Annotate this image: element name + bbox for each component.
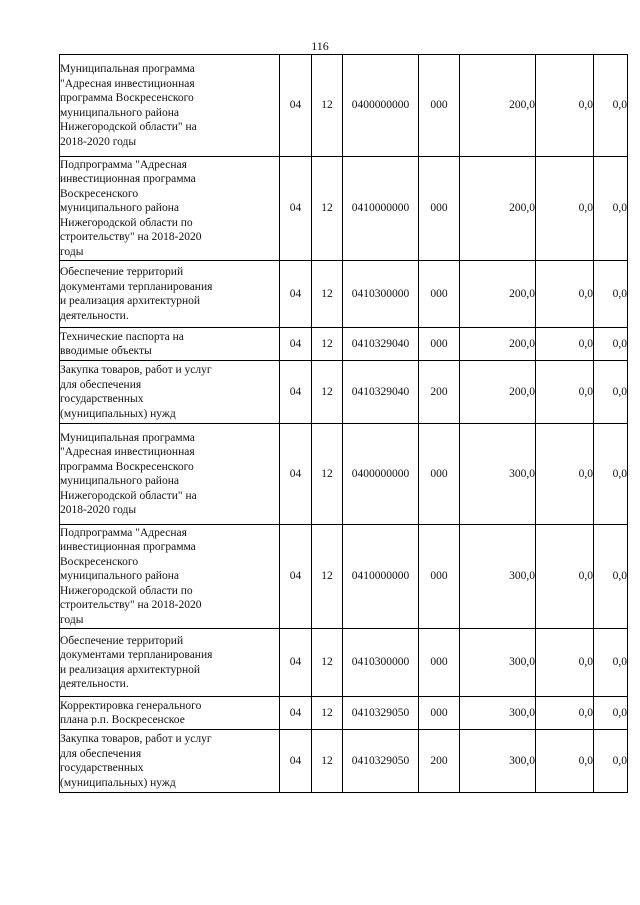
section-code: 04 [280, 697, 312, 730]
expense-type-code: 000 [419, 424, 460, 525]
target-article-code: 0410329050 [343, 730, 419, 793]
section-code: 04 [280, 730, 312, 793]
amount-year2: 0,0 [536, 328, 594, 361]
expense-type-code: 000 [419, 261, 460, 328]
subsection-code: 12 [312, 157, 343, 261]
section-code: 04 [280, 157, 312, 261]
target-article-code: 0410329040 [343, 328, 419, 361]
amount-year1: 200,0 [460, 361, 536, 424]
subsection-code: 12 [312, 424, 343, 525]
section-code: 04 [280, 424, 312, 525]
budget-table-body [60, 55, 628, 793]
table-row [60, 361, 628, 424]
amount-year3: 0,0 [594, 157, 628, 261]
amount-year1: 200,0 [460, 261, 536, 328]
target-article-code: 0410329050 [343, 697, 419, 730]
target-article-code: 0410329040 [343, 361, 419, 424]
amount-year1: 200,0 [460, 157, 536, 261]
amount-year2: 0,0 [536, 730, 594, 793]
amount-year2: 0,0 [536, 55, 594, 157]
amount-year3: 0,0 [594, 697, 628, 730]
table-row [60, 697, 628, 730]
target-article-code: 0410000000 [343, 157, 419, 261]
table-row [60, 157, 628, 261]
expense-type-code: 000 [419, 157, 460, 261]
amount-year1: 300,0 [460, 424, 536, 525]
table-row [60, 629, 628, 697]
row-name: Обеспечение территорий документами терпланирования и реализация архитектурной деятельности. [60, 261, 280, 328]
subsection-code: 12 [312, 525, 343, 629]
table-row [60, 328, 628, 361]
subsection-code: 12 [312, 629, 343, 697]
section-code: 04 [280, 361, 312, 424]
amount-year3: 0,0 [594, 424, 628, 525]
amount-year3: 0,0 [594, 629, 628, 697]
section-code: 04 [280, 55, 312, 157]
expense-type-code: 000 [419, 629, 460, 697]
section-code: 04 [280, 261, 312, 328]
subsection-code: 12 [312, 55, 343, 157]
table-row [60, 525, 628, 629]
amount-year3: 0,0 [594, 261, 628, 328]
expense-type-code: 000 [419, 525, 460, 629]
expense-type-code: 200 [419, 361, 460, 424]
subsection-code: 12 [312, 328, 343, 361]
amount-year1: 300,0 [460, 525, 536, 629]
row-name: Обеспечение территорий документами терпланирования и реализация архитектурной деятельности. [60, 629, 280, 697]
amount-year2: 0,0 [536, 361, 594, 424]
amount-year1: 200,0 [460, 55, 536, 157]
amount-year1: 300,0 [460, 730, 536, 793]
amount-year3: 0,0 [594, 730, 628, 793]
table-row [60, 424, 628, 525]
row-name: Подпрограмма "Адресная инвестиционная программа Воскресенского муниципального района Нижегородской области по строительству" на 2018-2020 годы [60, 157, 280, 261]
amount-year1: 200,0 [460, 328, 536, 361]
amount-year2: 0,0 [536, 157, 594, 261]
amount-year2: 0,0 [536, 424, 594, 525]
expense-type-code: 200 [419, 730, 460, 793]
expense-type-code: 000 [419, 697, 460, 730]
amount-year2: 0,0 [536, 261, 594, 328]
section-code: 04 [280, 328, 312, 361]
table-row [60, 55, 628, 157]
budget-table [59, 54, 628, 793]
expense-type-code: 000 [419, 55, 460, 157]
table-row [60, 261, 628, 328]
row-name: Подпрограмма "Адресная инвестиционная программа Воскресенского муниципального района Нижегородской области по строительству" на 2018-2020 годы [60, 525, 280, 629]
row-name: Корректировка генерального плана р.п. Воскресенское [60, 697, 280, 730]
section-code: 04 [280, 629, 312, 697]
subsection-code: 12 [312, 730, 343, 793]
amount-year3: 0,0 [594, 525, 628, 629]
row-name: Закупка товаров, работ и услуг для обеспечения государственных (муниципальных) нужд [60, 361, 280, 424]
table-row [60, 730, 628, 793]
target-article-code: 0400000000 [343, 424, 419, 525]
subsection-code: 12 [312, 361, 343, 424]
target-article-code: 0410300000 [343, 261, 419, 328]
row-name: Муниципальная программа "Адресная инвестиционная программа Воскресенского муниципального района Нижегородской области" на 2018-2020 годы [60, 424, 280, 525]
amount-year1: 300,0 [460, 697, 536, 730]
target-article-code: 0410000000 [343, 525, 419, 629]
expense-type-code: 000 [419, 328, 460, 361]
amount-year1: 300,0 [460, 629, 536, 697]
row-name: Муниципальная программа "Адресная инвестиционная программа Воскресенского муниципального района Нижегородской области" на 2018-2020 годы [60, 55, 280, 157]
amount-year2: 0,0 [536, 525, 594, 629]
amount-year3: 0,0 [594, 55, 628, 157]
subsection-code: 12 [312, 261, 343, 328]
row-name: Закупка товаров, работ и услуг для обеспечения государственных (муниципальных) нужд [60, 730, 280, 793]
target-article-code: 0400000000 [343, 55, 419, 157]
amount-year2: 0,0 [536, 629, 594, 697]
amount-year2: 0,0 [536, 697, 594, 730]
section-code: 04 [280, 525, 312, 629]
subsection-code: 12 [312, 697, 343, 730]
amount-year3: 0,0 [594, 361, 628, 424]
page-number: 116 [311, 39, 329, 53]
amount-year3: 0,0 [594, 328, 628, 361]
target-article-code: 0410300000 [343, 629, 419, 697]
row-name: Технические паспорта на вводимые объекты [60, 328, 280, 361]
